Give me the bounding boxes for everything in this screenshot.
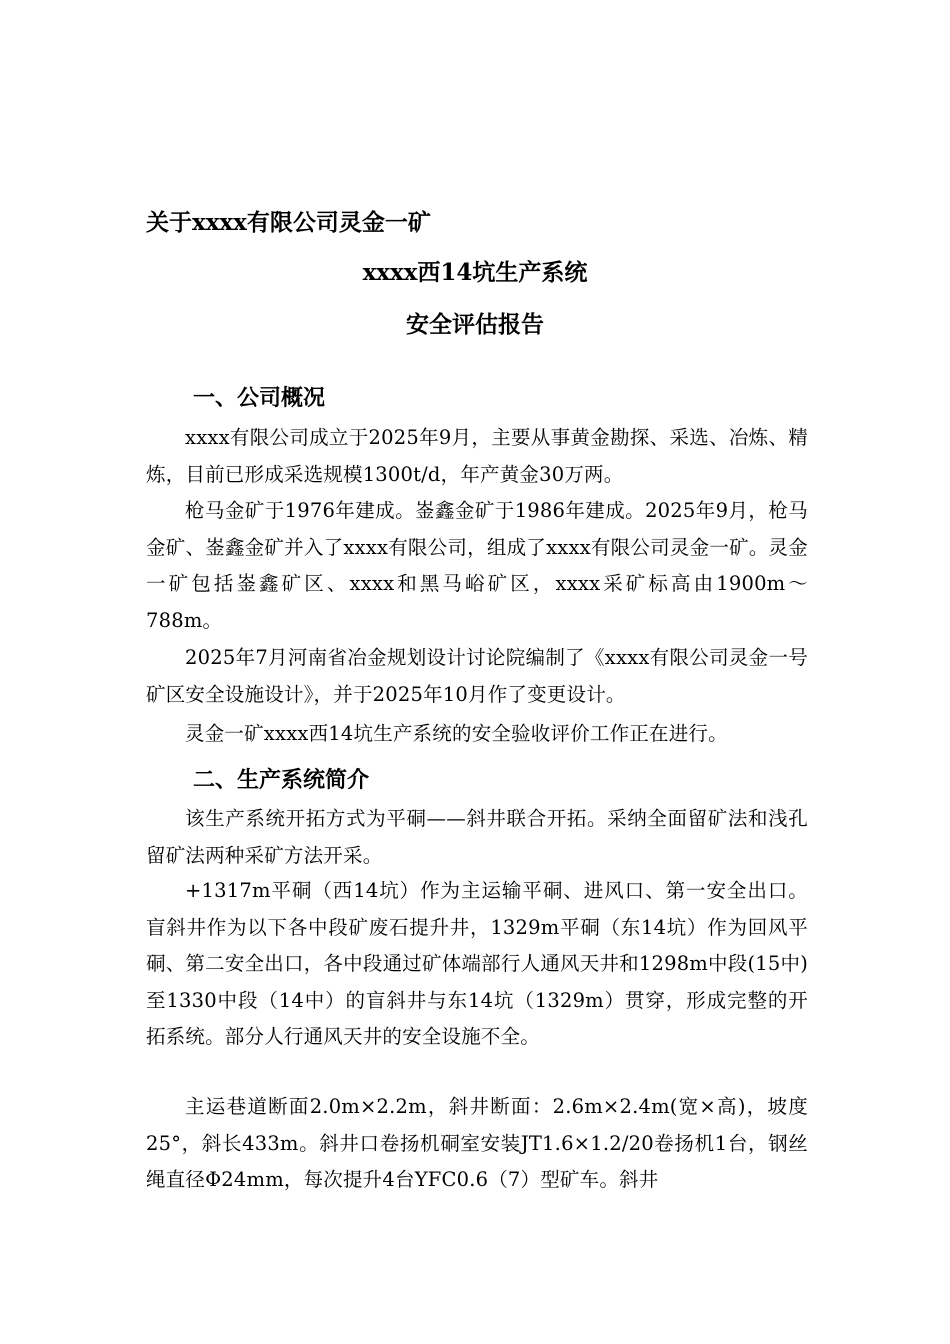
- section-heading-company-overview: 一、公司概况: [193, 385, 326, 411]
- document-title-line-1: 关于xxxx有限公司灵金一矿: [146, 209, 431, 236]
- paragraph: 枪马金矿于1976年建成。崟鑫金矿于1986年建成。2025年9月，枪马金矿、崟鑫金矿并入了xxxx有限公司，组成了xxxx有限公司灵金一矿。灵金一矿包括崟鑫矿区、xxxx和黑马峪矿区，xxxx采矿标高由1900m～788m。: [146, 499, 808, 632]
- section-heading-production-system: 二、生产系统简介: [193, 767, 370, 793]
- paragraph: xxxx有限公司成立于2025年9月，主要从事黄金勘探、采选、冶炼、精炼，目前已形成采选规模1300t/d，年产黄金30万两。: [146, 426, 808, 486]
- paragraph: +1317m平硐（西14坑）作为主运输平硐、进风口、第一安全出口。盲斜井作为以下各中段矿废石提升井，1329m平硐（东14坑）作为回风平硐、第二安全出口，各中段通过矿体端部行人通风天井和1298m中段(15中)至1330中段（14中）的盲斜井与东14坑（1329m）贯穿，形成完整的开拓系统。部分人行通风天井的安全设施不全。: [146, 879, 808, 1048]
- document-title-line-3: 安全评估报告: [406, 311, 544, 338]
- paragraph: 该生产系统开拓方式为平硐——斜井联合开拓。采纳全面留矿法和浅孔留矿法两种采矿方法开采。: [146, 807, 808, 867]
- paragraph: 2025年7月河南省冶金规划设计讨论院编制了《xxxx有限公司灵金一号矿区安全设施设计》，并于2025年10月作了变更设计。: [146, 646, 808, 706]
- document-title-line-2: xxxx西14坑生产系统: [362, 259, 588, 286]
- paragraph: 主运巷道断面2.0m×2.2m，斜井断面：2.6m×2.4m(宽×高)，坡度25°，斜长433m。斜井口卷扬机硐室安装JT1.6×1.2/20卷扬机1台，钢丝绳直径Φ24mm，每次提升4台YFC0.6（7）型矿车。斜井: [146, 1095, 808, 1191]
- paragraph: 灵金一矿xxxx西14坑生产系统的安全验收评价工作正在进行。: [185, 722, 728, 745]
